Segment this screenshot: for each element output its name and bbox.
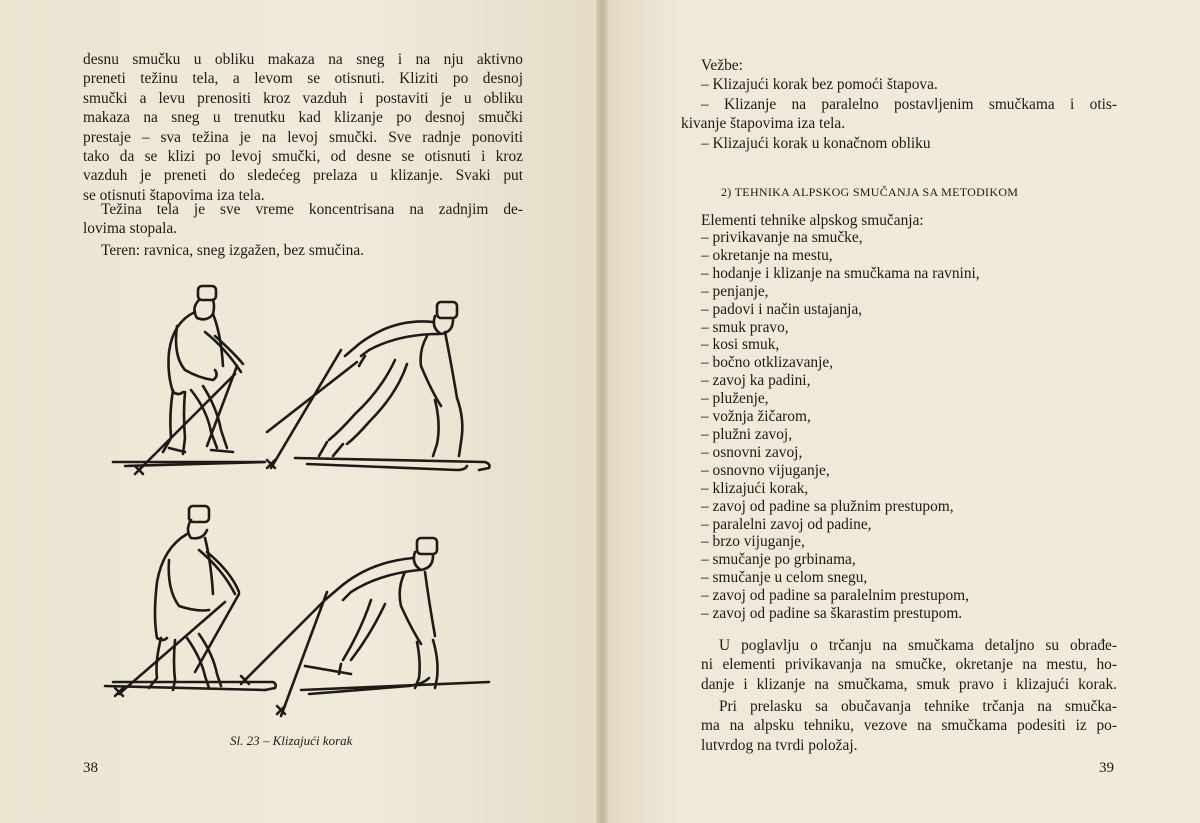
text-line: smučki a levu prenositi kroz vazduh i postaviti je u obliku	[83, 89, 523, 107]
exercise-item-continuation: kivanje štapovima iza tela.	[681, 115, 846, 133]
text-line: Pri prelasku sa obučavanja tehnike trčanja na smučka-	[719, 698, 1117, 715]
closing-paragraph-2	[701, 697, 1117, 755]
exercise-item: – Klizajući korak bez pomoći štapova.	[701, 76, 938, 94]
list-item: – smučanje po grbinama,	[701, 551, 856, 569]
skier-figure	[113, 286, 265, 474]
left-paragraph-3	[83, 241, 523, 260]
text-line: lovima stopala.	[83, 220, 178, 238]
list-item: – plužni zavoj,	[701, 425, 793, 443]
list-item: – privikavanje na smučke,	[701, 229, 863, 246]
skiers-illustration	[95, 280, 525, 720]
left-paragraph-2	[83, 200, 523, 239]
list-item: – smuk pravo,	[701, 318, 789, 336]
list-item: – brzo vijuganje,	[701, 533, 805, 551]
text-line: Težina tela je sve vreme koncentrisana na zadnjim de-	[101, 201, 523, 218]
list-item: – osnovni zavoj,	[701, 443, 803, 461]
elements-list	[701, 229, 980, 623]
list-item: – bočno otklizavanje,	[701, 354, 834, 372]
text-line: danje i klizanje na smučkama, smuk pravo i klizajući korak.	[701, 675, 1117, 693]
skier-figure	[267, 302, 490, 470]
list-item: – paralelni zavoj od padine,	[701, 515, 872, 533]
text-line: desnu smučku u obliku makaza na sneg i na nju aktivno	[83, 51, 523, 68]
list-item: – padovi i način ustajanja,	[701, 300, 863, 318]
text-line: U poglavlju o trčanju na smučkama detaljno su obrađe-	[719, 637, 1117, 654]
list-item: – zavoj ka padini,	[701, 372, 811, 390]
list-item: – kosi smuk,	[701, 336, 780, 354]
exercise-item: – Klizajući korak u konačnom obliku	[701, 134, 931, 152]
text-line: ni elementi privikavanja na smučke, okretanje na mestu, ho-	[701, 656, 1117, 674]
text-line: Teren: ravnica, sneg izgažen, bez smučina.	[101, 242, 365, 259]
book-gutter	[596, 0, 608, 823]
list-item: – penjanje,	[701, 282, 769, 300]
text-line: ma na alpsku tehniku, vezove na smučkama podesiti iz po-	[701, 717, 1117, 735]
text-line: se otisnuti štapovima iza tela.	[83, 186, 265, 204]
list-item: – pluženje,	[701, 390, 769, 408]
figure-caption: Sl. 23 – Klizajući korak	[230, 733, 353, 748]
skier-figure	[105, 506, 276, 696]
skier-figure	[241, 538, 489, 716]
list-item: – osnovno vijuganje,	[701, 461, 830, 479]
list-item: – smučanje u celom snegu,	[701, 569, 868, 587]
list-item: – zavoj od padine sa paralelnim prestupom,	[701, 587, 969, 605]
text-line: lutvrdog na tvrdi položaj.	[701, 736, 858, 754]
left-paragraph-1	[83, 50, 523, 205]
page-number-right: 39	[1099, 760, 1114, 776]
list-item: – vožnja žičarom,	[701, 408, 811, 426]
list-item: – hodanje i klizanje na smučkama na ravnini,	[701, 264, 980, 282]
exercise-item: – Klizanje na paralelno postavljenim smučkama i otis-	[701, 95, 1117, 113]
text-line: preneti težinu tela, a levom se otisnuti. Kliziti po desnoj	[83, 70, 523, 88]
exercises-block	[681, 56, 1117, 153]
text-line: tako da se klizi po levoj smučki, od desne se otisnuti i kroz	[83, 148, 523, 166]
elements-title: Elementi tehnike alpskog smučanja:	[701, 212, 924, 229]
text-line: makaza na sneg u trenutku kad klizanje po desnoj smučki	[83, 109, 523, 127]
list-item: – okretanje na mestu,	[701, 246, 833, 264]
list-item: – zavoj od padine sa plužnim prestupom,	[701, 497, 954, 515]
exercises-title: Vežbe:	[701, 57, 743, 74]
list-item: – zavoj od padine sa škarastim prestupom.	[701, 605, 963, 623]
closing-paragraph-1	[701, 636, 1117, 694]
list-item: – klizajući korak,	[701, 479, 809, 497]
section-heading: 2) TEHNIKA ALPSKOG SMUČANJA SA METODIKOM	[721, 185, 1019, 199]
text-line: vazduh je preneti do sledećeg prelaza u klizanje. Svaki put	[83, 167, 523, 185]
page-number-left: 38	[83, 760, 98, 776]
text-line: prestaje – sva težina je na levoj smučki. Sve radnje ponoviti	[83, 128, 523, 146]
